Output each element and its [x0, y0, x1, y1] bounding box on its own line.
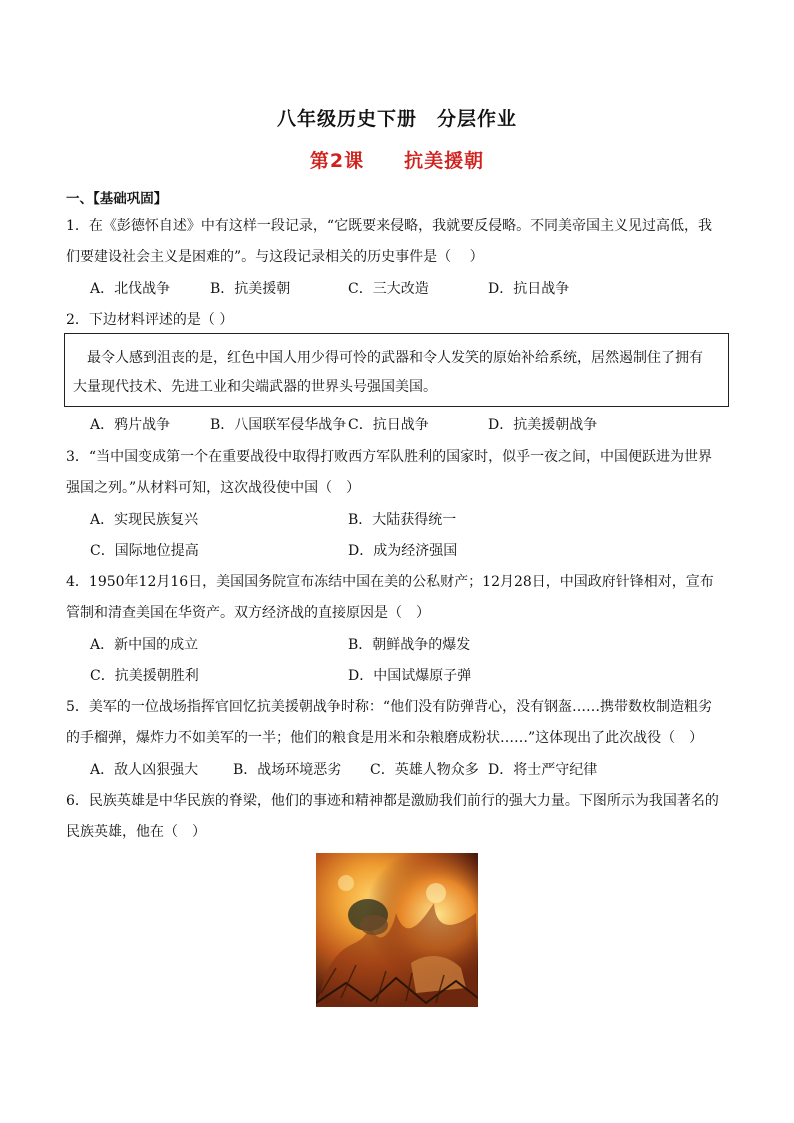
page-title: 八年级历史下册 分层作业 [276, 108, 517, 130]
q3-option-a: A．实现民族复兴 [90, 512, 199, 528]
q1-option-a: A．北伐战争 [90, 281, 171, 297]
q2-option-c: C．抗日战争 [348, 417, 429, 433]
q5-option-c: C．英雄人物众多 [370, 762, 479, 778]
q5-text-line2: 的手榴弹，爆炸力不如美军的一半；他们的粮食是用米和杂粮磨成粉状……”这体现出了此次战役（ ） [66, 730, 704, 746]
q4-text-line2: 管制和清查美国在华资产。双方经济战的直接原因是（ ） [66, 605, 430, 621]
q3-text-line2: 强国之列。”从材料可知，这次战役使中国（ ） [66, 480, 361, 496]
q6-text-line1: 6．民族英雄是中华民族的脊梁，他们的事迹和精神都是激励我们前行的强大力量。下图所示为我国著名的 [66, 793, 719, 809]
q1-text-line2: 们要建设社会主义是困难的”。与这段记录相关的历史事件是（ ） [66, 249, 484, 265]
q2-option-b: B．八国联军侵华战争 [210, 417, 347, 433]
q1-option-c: C．三大改造 [348, 281, 429, 297]
section-label: 一、【基础巩固】 [66, 191, 168, 207]
q3-option-c: C．国际地位提高 [90, 543, 199, 559]
q5-option-b: B．战场环境恶劣 [233, 762, 342, 778]
q2-material-box [64, 333, 729, 407]
lesson-number: 第2课 [309, 150, 365, 172]
q4-option-c: C．抗美援朝胜利 [90, 668, 199, 684]
q1-option-d: D．抗日战争 [488, 281, 570, 297]
q5-text-line1: 5．美军的一位战场指挥官回忆抗美援朝战争时称：“他们没有防弹背心，没有钢盔……携带数枚制造粗劣 [66, 699, 713, 715]
q2-text: 2．下边材料评述的是（ ） [66, 312, 234, 328]
q1-option-b: B．抗美援朝 [210, 281, 291, 297]
q4-option-d: D．中国试爆原子弹 [348, 668, 472, 684]
q3-option-d: D．成为经济强国 [348, 543, 458, 559]
lesson-title: 抗美援朝 [404, 150, 485, 172]
q1-text-line1: 1．在《彭德怀自述》中有这样一段记录，“它既要来侵略，我就要反侵略。不同美帝国主义见过高低，我 [66, 218, 713, 234]
q2-option-a: A．鸦片战争 [90, 417, 171, 433]
q4-option-b: B．朝鲜战争的爆发 [348, 637, 471, 653]
q2-material-line2: 大量现代技术、先进工业和尖端武器的世界头号强国美国。 [73, 379, 437, 395]
q4-text-line1: 4．1950年12月16日，美国国务院宣布冻结中国在美的公私财产；12月28日，中国政府针锋相对，宣布 [66, 574, 714, 590]
q5-option-a: A．敌人凶狠强大 [90, 762, 199, 778]
q2-material-line1: 最令人感到沮丧的是，红色中国人用少得可怜的武器和令人发笑的原始补给系统，居然遏制住了拥有 [73, 350, 703, 366]
lesson-heading [0, 146, 794, 173]
q5-option-d: D．将士严守纪律 [488, 762, 598, 778]
q3-text-line1: 3．“当中国变成第一个在重要战役中取得打败西方军队胜利的国家时，似乎一夜之间，中国便跃进为世界 [66, 449, 713, 465]
q2-option-d: D．抗美援朝战争 [488, 417, 598, 433]
q3-option-b: B．大陆获得统一 [348, 512, 457, 528]
hero-painting-image [316, 853, 478, 1007]
q4-option-a: A．新中国的成立 [90, 637, 199, 653]
q6-text-line2: 民族英雄，他在（ ） [66, 824, 206, 840]
